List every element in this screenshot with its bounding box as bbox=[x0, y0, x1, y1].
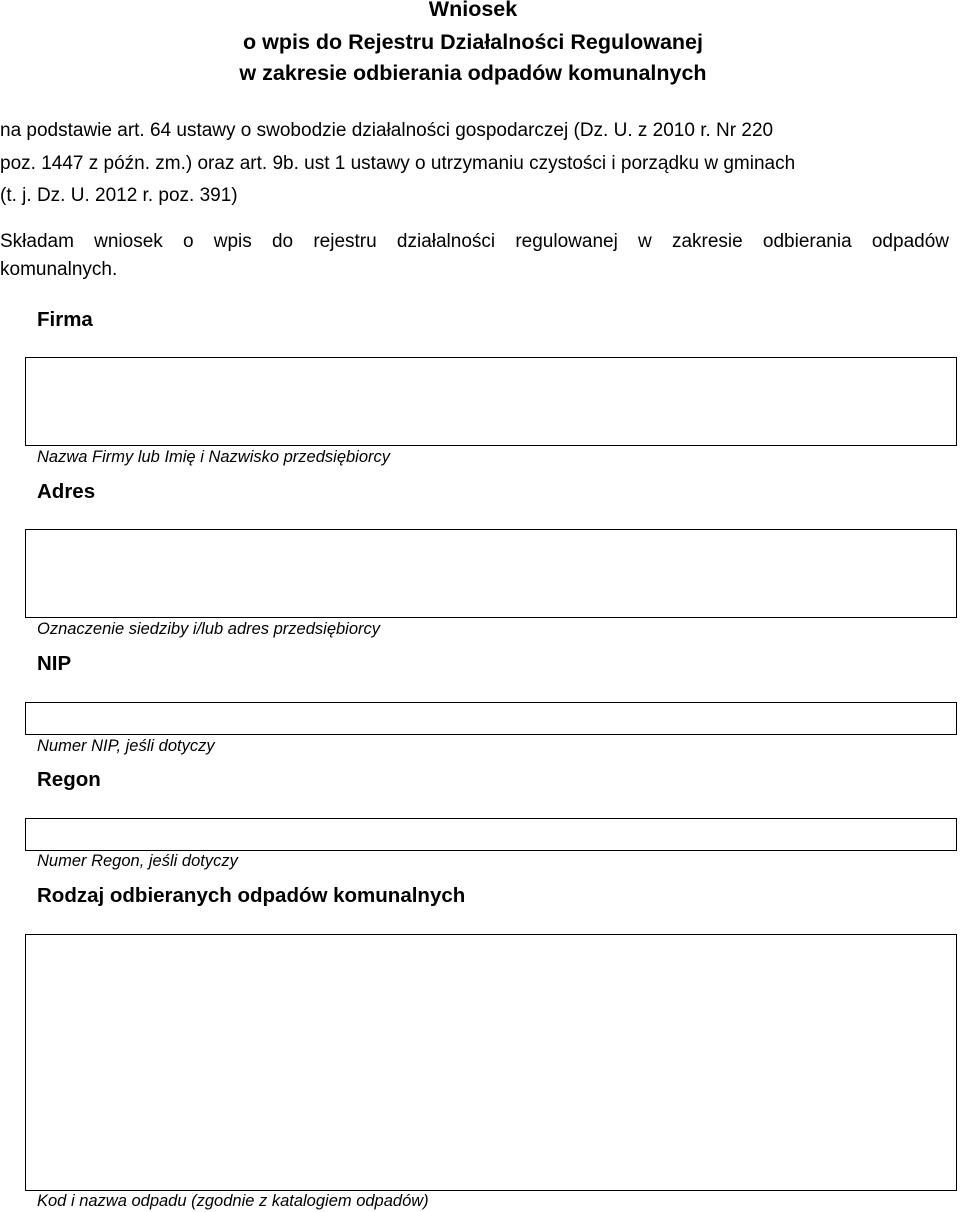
firma-field[interactable] bbox=[25, 357, 957, 446]
legal-basis-line-1: na podstawie art. 64 ustawy o swobodzie działalności gospodarczej (Dz. U. z 2010 r. Nr 220 bbox=[0, 120, 774, 141]
firma-caption: Nazwa Firmy lub Imię i Nazwisko przedsiębiorcy bbox=[37, 448, 391, 466]
waste-type-field[interactable] bbox=[25, 934, 957, 1191]
legal-basis-line-3: (t. j. Dz. U. 2012 r. poz. 391) bbox=[0, 185, 238, 206]
document-title: Wniosek bbox=[428, 0, 518, 21]
waste-type-heading: Rodzaj odbieranych odpadów komunalnych bbox=[37, 884, 466, 907]
nip-caption: Numer NIP, jeśli dotyczy bbox=[37, 737, 215, 755]
document-subtitle-line-1: o wpis do Rejestru Działalności Regulowanej bbox=[243, 30, 703, 54]
regon-heading: Regon bbox=[37, 768, 101, 791]
waste-type-caption: Kod i nazwa odpadu (zgodnie z katalogiem odpadów) bbox=[37, 1192, 429, 1210]
regon-field[interactable] bbox=[25, 818, 957, 851]
nip-field[interactable] bbox=[25, 702, 957, 735]
adres-field[interactable] bbox=[25, 529, 957, 618]
request-line-1: Składam wniosek o wpis do rejestru działalności regulowanej w zakresie odbierania odpadów bbox=[0, 231, 949, 252]
legal-basis-line-2: poz. 1447 z późn. zm.) oraz art. 9b. ust 1 ustawy o utrzymaniu czystości i porządku w gminach bbox=[0, 153, 796, 174]
firma-heading: Firma bbox=[37, 308, 93, 331]
adres-heading: Adres bbox=[37, 480, 96, 503]
document-subtitle-line-2: w zakresie odbierania odpadów komunalnych bbox=[239, 61, 707, 85]
adres-caption: Oznaczenie siedziby i/lub adres przedsiębiorcy bbox=[37, 620, 381, 638]
nip-heading: NIP bbox=[37, 652, 72, 675]
regon-caption: Numer Regon, jeśli dotyczy bbox=[37, 852, 238, 870]
request-line-2: komunalnych. bbox=[0, 259, 118, 280]
